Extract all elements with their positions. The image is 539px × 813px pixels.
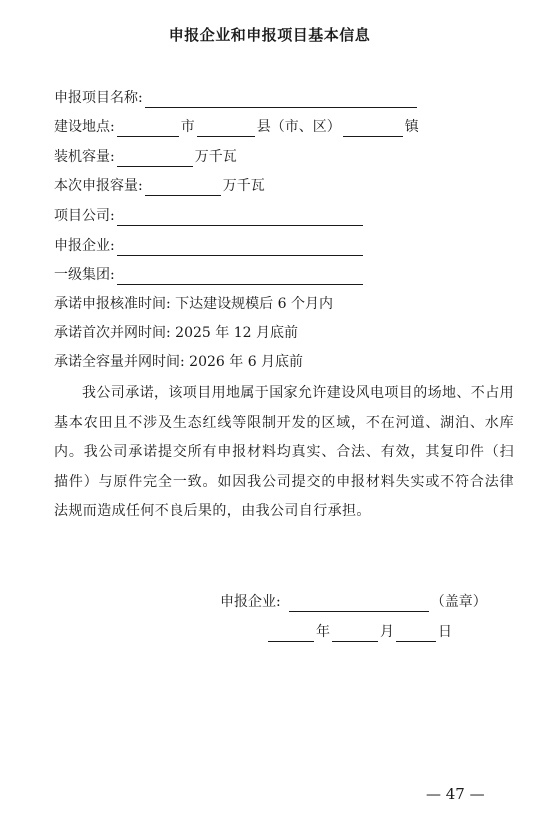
page-title: 申报企业和申报项目基本信息 — [168, 26, 371, 44]
date-day-blank[interactable] — [396, 625, 436, 642]
declaration-paragraph: 我公司承诺，该项目用地属于国家允许建设风电项目的场地、不占用基本农田且不涉及生态红线等限制开发的区域，不在河道、湖泊、水库内。我公司承诺提交所有申报材料均真实、合法、有效，其复印件（扫描件）与原件完全一致。如因我公司提交的申报材料失实或不符合法律法规而造成任何不良后果的，由我公司自行承担。 — [54, 385, 514, 519]
seal-note: （盖章） — [430, 594, 487, 610]
date-year-unit: 年 — [316, 624, 330, 640]
group-blank[interactable] — [117, 268, 363, 285]
project-company-blank[interactable] — [117, 209, 363, 226]
date-month-unit: 月 — [380, 624, 394, 640]
applicant-label: 申报企业: — [54, 238, 115, 254]
group-label: 一级集团: — [54, 267, 115, 283]
capacity-label: 装机容量: — [54, 149, 115, 165]
signature-date-line — [266, 622, 452, 642]
location-label: 建设地点: — [54, 119, 115, 135]
apply-capacity-unit: 万千瓦 — [222, 178, 265, 194]
capacity-unit: 万千瓦 — [194, 149, 237, 165]
apply-capacity-label: 本次申报容量: — [54, 178, 143, 194]
location-city-unit: 市 — [180, 119, 195, 135]
project-name-blank[interactable] — [145, 91, 417, 108]
signature-applicant-line — [220, 592, 487, 612]
commitment-approval-time: 承诺申报核准时间: 下达建设规模后 6 个月内 — [54, 296, 333, 312]
apply-capacity-blank[interactable] — [145, 179, 221, 196]
field-project-company — [54, 206, 365, 226]
location-city-blank[interactable] — [117, 120, 179, 137]
project-name-label: 申报项目名称: — [54, 90, 143, 106]
date-month-blank[interactable] — [332, 625, 378, 642]
location-county-blank[interactable] — [197, 120, 255, 137]
location-county-unit: 县（市、区） — [256, 119, 341, 135]
applicant-blank[interactable] — [117, 239, 363, 256]
field-group — [54, 265, 365, 285]
location-town-blank[interactable] — [343, 120, 403, 137]
capacity-blank[interactable] — [117, 150, 193, 167]
commitment-full-grid-time: 承诺全容量并网时间: 2026 年 6 月底前 — [54, 354, 304, 370]
date-year-blank[interactable] — [268, 625, 314, 642]
field-capacity — [54, 147, 237, 167]
location-town-unit: 镇 — [404, 119, 419, 135]
field-apply-capacity — [54, 176, 265, 196]
project-company-label: 项目公司: — [54, 208, 115, 224]
field-location — [54, 117, 419, 137]
date-day-unit: 日 — [438, 624, 452, 640]
field-applicant — [54, 236, 365, 256]
signature-applicant-blank[interactable] — [289, 595, 429, 612]
signature-applicant-label: 申报企业: — [220, 594, 281, 610]
commitment-first-grid-time: 承诺首次并网时间: 2025 年 12 月底前 — [54, 325, 298, 341]
page-number: — 47 — — [426, 785, 485, 803]
field-project-name — [54, 88, 419, 108]
